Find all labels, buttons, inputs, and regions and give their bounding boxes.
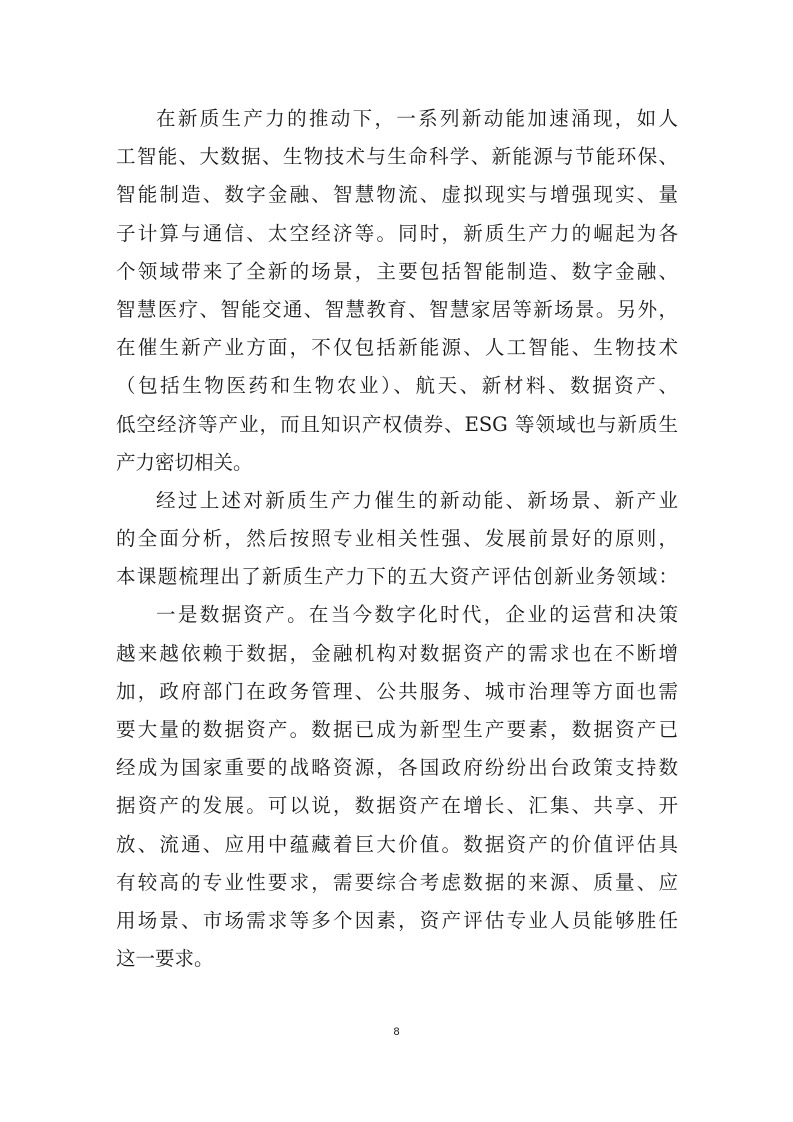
paragraph-3-line-10: 这一要求。 bbox=[116, 947, 214, 971]
paragraph-1-line-1: 在新质生产力的推动下，一系列新动能加速涌现，如人 bbox=[156, 107, 678, 130]
paragraph-1-line-10: 产力密切相关。 bbox=[116, 450, 253, 474]
paragraph-3-line-7: 放、流通、应用中蕴藏着巨大价值。数据资产的价值评估具 bbox=[116, 832, 678, 856]
paragraph-1-line-4: 子计算与通信、太空经济等。同时，新质生产力的崛起为各 bbox=[116, 221, 678, 245]
paragraph-3-line-9: 用场景、市场需求等多个因素，资产评估专业人员能够胜任 bbox=[116, 908, 678, 932]
paragraph-1-line-8: （包括生物医药和生物农业）、航天、新材料、数据资产、 bbox=[116, 374, 678, 398]
paragraph-1-line-2: 工智能、大数据、生物技术与生命科学、新能源与节能环保、 bbox=[116, 145, 678, 169]
paragraph-1-line-6: 智慧医疗、智能交通、智慧教育、智慧家居等新场景。另外， bbox=[116, 297, 678, 321]
paragraph-1-line-3: 智能制造、数字金融、智慧物流、虚拟现实与增强现实、量 bbox=[116, 183, 678, 207]
paragraph-3-line-4: 要大量的数据资产。数据已成为新型生产要素，数据资产已 bbox=[116, 718, 678, 741]
paragraph-3-line-6: 据资产的发展。可以说，数据资产在增长、汇集、共享、开 bbox=[116, 794, 678, 818]
paragraph-1-line-5: 个领域带来了全新的场景，主要包括智能制造、数字金融、 bbox=[116, 259, 678, 283]
paragraph-2-line-1: 经过上述对新质生产力催生的新动能、新场景、新产业 bbox=[156, 488, 678, 512]
paragraph-1-line-7: 在催生新产业方面，不仅包括新能源、人工智能、生物技术 bbox=[116, 336, 678, 360]
paragraph-1-line-9: 低空经济等产业，而且知识产权债券、ESG 等领域也与新质生 bbox=[116, 412, 678, 436]
paragraph-2-line-3: 本课题梳理出了新质生产力下的五大资产评估创新业务领域： bbox=[116, 565, 678, 589]
paragraph-3-line-8: 有较高的专业性要求，需要综合考虑数据的来源、质量、应 bbox=[116, 870, 678, 894]
paragraph-2-line-2: 的全面分析，然后按照专业相关性强、发展前景好的原则， bbox=[116, 527, 678, 551]
paragraph-3-line-1: 一是数据资产。在当今数字化时代，企业的运营和决策 bbox=[156, 603, 678, 627]
paragraph-3-line-5: 经成为国家重要的战略资源，各国政府纷纷出台政策支持数 bbox=[116, 756, 678, 780]
paragraph-3-line-3: 加，政府部门在政务管理、公共服务、城市治理等方面也需 bbox=[116, 679, 678, 703]
document-body bbox=[116, 100, 678, 978]
paragraph-3-line-2: 越来越依赖于数据，金融机构对数据资产的需求也在不断增 bbox=[116, 641, 678, 665]
page-number: 8 bbox=[393, 1026, 400, 1038]
